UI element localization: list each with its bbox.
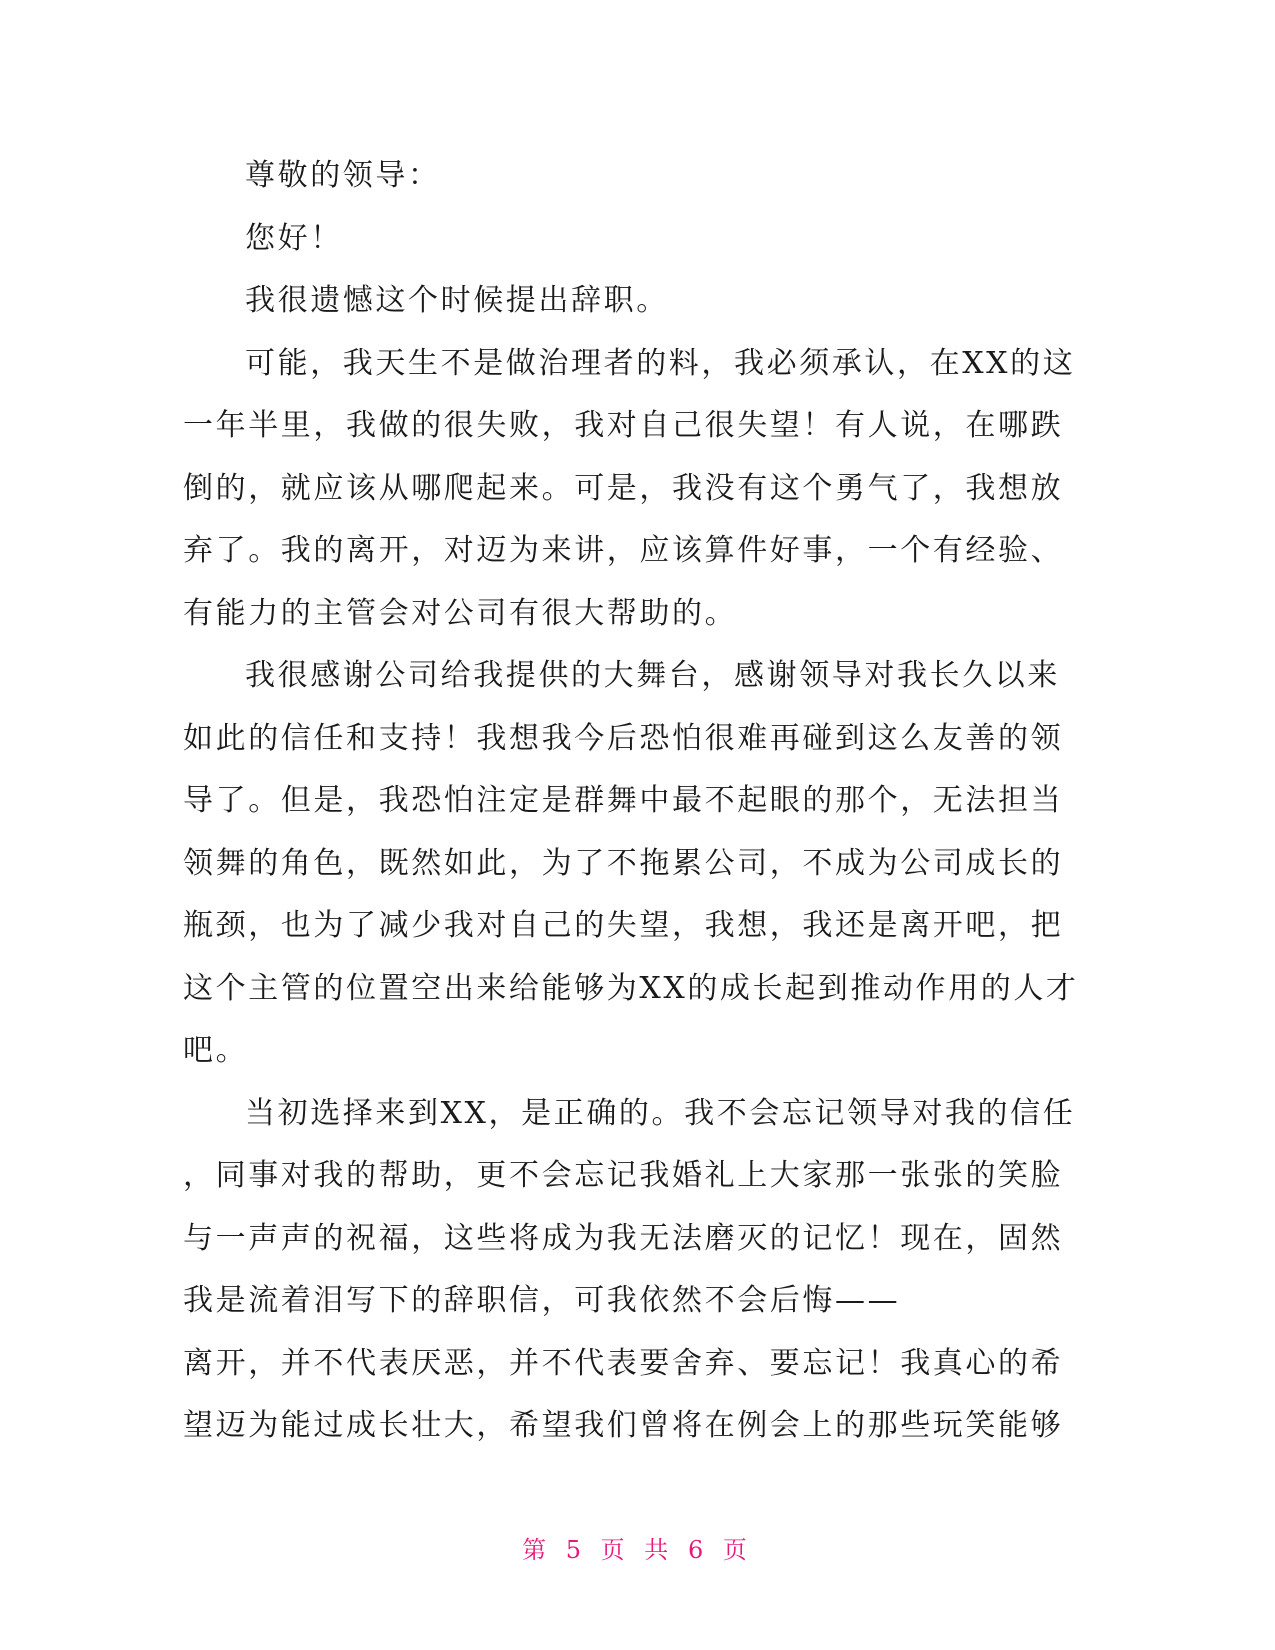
text-line: 可能，我天生不是做治理者的料，我必须承认，在XX的这 [245,345,1076,381]
text-line: 我很遗憾这个时候提出辞职。 [245,283,669,318]
text-line: 我是流着泪写下的辞职信，可我依然不会后悔—— [183,1283,901,1318]
text-line: 吧。 [183,1033,249,1068]
text-line: 离开，并不代表厌恶，并不代表要舍弃、要忘记！我真心的希 [183,1345,1064,1381]
text-line: ，同事对我的帮助，更不会忘记我婚礼上大家那一张张的笑脸 [183,1158,1064,1193]
letter-body [183,145,1079,1458]
text-line: 我很感谢公司给我提供的大舞台，感谢领导对我长久以来 [245,658,1060,693]
text-line: 领舞的角色，既然如此，为了不拖累公司，不成为公司成长的 [183,845,1064,881]
text-line: 这个主管的位置空出来给能够为XX的成长起到推动作用的人才 [183,970,1079,1006]
text-line: 如此的信任和支持！我想我今后恐怕很难再碰到这么友善的领 [183,720,1064,756]
text-line: 一年半里，我做的很失败，我对自己很失望！有人说，在哪跌 [183,408,1064,443]
text-line: 有能力的主管会对公司有很大帮助的。 [183,595,738,631]
text-line: 瓶颈，也为了减少我对自己的失望，我想，我还是离开吧，把 [183,908,1064,943]
text-line: 导了。但是，我恐怕注定是群舞中最不起眼的那个，无法担当 [183,783,1064,818]
greeting: 您好！ [245,220,343,256]
page-number-footer: 第 5 页 共 6 页 [522,1536,753,1564]
text-line: 与一声声的祝福，这些将成为我无法磨灭的记忆！现在，固然 [183,1220,1064,1256]
text-line: 弃了。我的离开，对迈为来讲，应该算件好事，一个有经验、 [183,533,1064,568]
text-line: 当初选择来到XX，是正确的。我不会忘记领导对我的信任 [245,1095,1076,1131]
text-line: 倒的，就应该从哪爬起来。可是，我没有这个勇气了，我想放 [183,470,1064,506]
salutation: 尊敬的领导： [245,158,441,193]
text-line: 望迈为能过成长壮大，希望我们曾将在例会上的那些玩笑能够 [183,1408,1064,1443]
